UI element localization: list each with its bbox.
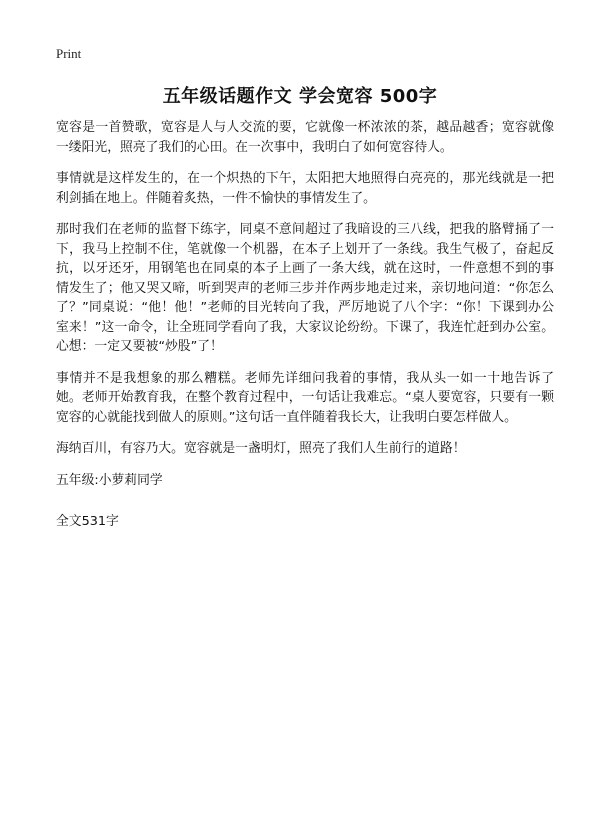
article-body [56, 118, 554, 554]
article-paragraph: 宽容是一首赞歌，宽容是人与人交流的要，它就像一杯浓浓的茶，越品越香；宽容就像一缕阳光，照亮了我们的心田。在一次事中，我明白了如何宽容待人。 [56, 120, 554, 155]
word-count: 全文531字 [56, 514, 119, 529]
author-line: 五年级:小萝莉同学 [56, 472, 163, 488]
article-title: 五年级话题作文 学会宽容 500字 [162, 86, 438, 107]
article-paragraph: 海纳百川，有容乃大。宽容就是一盏明灯，照亮了我们人生前行的道路！ [56, 441, 466, 456]
article-paragraph: 事情就是这样发生的，在一个炽热的下午，太阳把大地照得白亮亮的，那光线就是一把利剑插在地上。伴随着炙热，一件不愉快的事情发生了。 [56, 171, 554, 206]
print-link[interactable]: Print [56, 46, 82, 61]
article-paragraph: 事情并不是我想象的那么糟糕。老师先详细问我着的事情，我从头一如一十地告诉了她。老师开始教育我，在整个教育过程中，一句话让我难忘。“桌人要宽容，只要有一颗宽容的心就能找到做人的原则。”这句话一直伴随着我长大，让我明白要怎样做人。 [56, 370, 554, 425]
article-paragraph: 那时我们在老师的监督下练字，同桌不意间超过了我暗设的三八线，把我的胳臂捅了一下，我马上控制不住，笔就像一个机器，在本子上划开了一条线。我生气极了，奋起反抗，以牙还牙，用钢笔也在同桌的本子上画了一条大线，就在这时，一件意想不到的事情发生了；他又哭又啼，听到哭声的老师三步并作两步地走过来，亲切地问道：“你怎么了？”同桌说：“他！他！”老师的目光转向了我，严厉地说了八个字：“你！下课到办公室来！”这一命令，让全班同学看向了我，大家议论纷纷。下课了，我连忙赶到办公室。心想：一定又要被“炒股”了！ [56, 222, 554, 354]
